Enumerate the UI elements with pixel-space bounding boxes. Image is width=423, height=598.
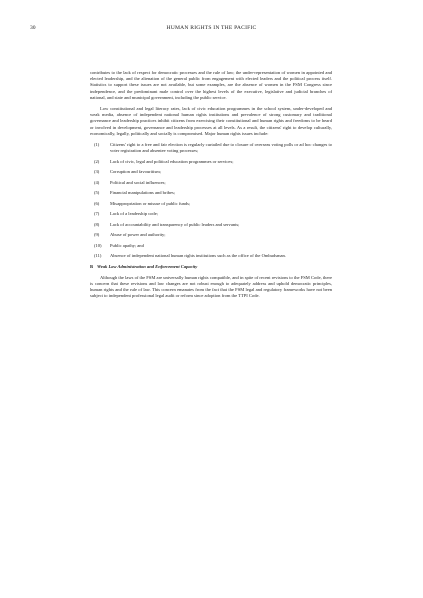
list-item	[90, 211, 332, 217]
list-item-number: (2)	[94, 158, 100, 164]
list-item-text: Lack of a leadership code;	[110, 211, 158, 217]
list-item	[90, 243, 332, 249]
list-item	[90, 159, 332, 165]
list-item	[90, 201, 332, 207]
section-title: Weak Law Administration and Enforcement Capacity	[97, 264, 198, 270]
list-item-text: Lack of civic, legal and political education programmes or services;	[110, 158, 234, 164]
running-head: HUMAN RIGHTS IN THE PACIFIC	[166, 25, 257, 31]
list-item-number: (1)	[94, 142, 100, 148]
list-item	[90, 169, 332, 175]
list-item-text: Citizens' right to a free and fair election is regularly curtailed due to closure of overseas voting polls or ad hoc changes to voter registration and absentee voting processes;	[110, 142, 332, 154]
list-item-number: (5)	[94, 190, 100, 196]
human-rights-issues-list	[90, 142, 332, 259]
list-item-text: Abuse of power and authority;	[110, 232, 166, 238]
list-item-number: (11)	[94, 253, 102, 259]
list-item	[90, 142, 332, 154]
list-item-number: (6)	[94, 200, 100, 206]
list-item-number: (9)	[94, 232, 100, 238]
page-number: 30	[30, 25, 36, 31]
page-header	[30, 25, 393, 35]
document-body	[90, 70, 332, 304]
list-item-text: Public apathy; and	[110, 242, 144, 248]
list-item-number: (7)	[94, 211, 100, 217]
paragraph-continuation: contributes to the lack of respect for democratic processes and the rule of law; the under-representation of women in appointed and elected leadership, and the alienation of the general public from engagement with elected leaders and the political process itself. Statistics to support these issues are not available, but some examples, are the absence of women in the FSM Congress since independence, and the predominant male control over the highest levels of the executive, legislative and judicial branches of national, and state and municipal government, including the public service.	[90, 70, 332, 100]
list-item-text: Financial manipulations and bribes;	[110, 190, 176, 196]
list-item-text: Absence of independent national human rights institutions such as the office of the Ombudsman.	[110, 253, 286, 259]
list-item	[90, 180, 332, 186]
list-item	[90, 190, 332, 196]
list-item-text: Lack of accountability and transparency of public leaders and servants;	[110, 221, 240, 227]
list-item-text: Corruption and favouritism;	[110, 169, 162, 175]
list-item-number: (10)	[94, 242, 102, 248]
list-item	[90, 222, 332, 228]
list-item	[90, 232, 332, 238]
section-label: B	[90, 264, 94, 270]
list-item-number: (8)	[94, 221, 100, 227]
list-item-text: Misappropriation or misuse of public funds;	[110, 200, 191, 206]
section-heading	[90, 264, 332, 270]
list-item-text: Political and social influences;	[110, 179, 166, 185]
paragraph-human-rights-issues-intro: Low constitutional and legal literacy rates, lack of civic education programmes in the school system, under-developed and weak media, absence of independent national human rights institutions and prevalence of strong customary and traditional governance and leadership practices inhibit citizens from exercising their constitutional and human rights and freedoms to be heard or involved in development, governance and leadership processes at all levels. As a result, the citizens' right to develop culturally, economically, legally, politically and socially is compromised. Major human rights issues include:	[90, 106, 332, 136]
paragraph-law-administration: Although the laws of the FSM are universally human rights compatible, and in spite of recent revisions to the FSM Code, there is concern that these revisions and law changes are not robust enough to adequately address and uphold democratic principles, human rights and the rule of law. This concern emanates from the fact that the FSM legal and regulatory frameworks have not been subject to independent professional legal audit or reform since adoption from the TTPI Code.	[90, 274, 332, 299]
list-item-number: (4)	[94, 179, 100, 185]
list-item-number: (3)	[94, 169, 100, 175]
list-item	[90, 253, 332, 259]
